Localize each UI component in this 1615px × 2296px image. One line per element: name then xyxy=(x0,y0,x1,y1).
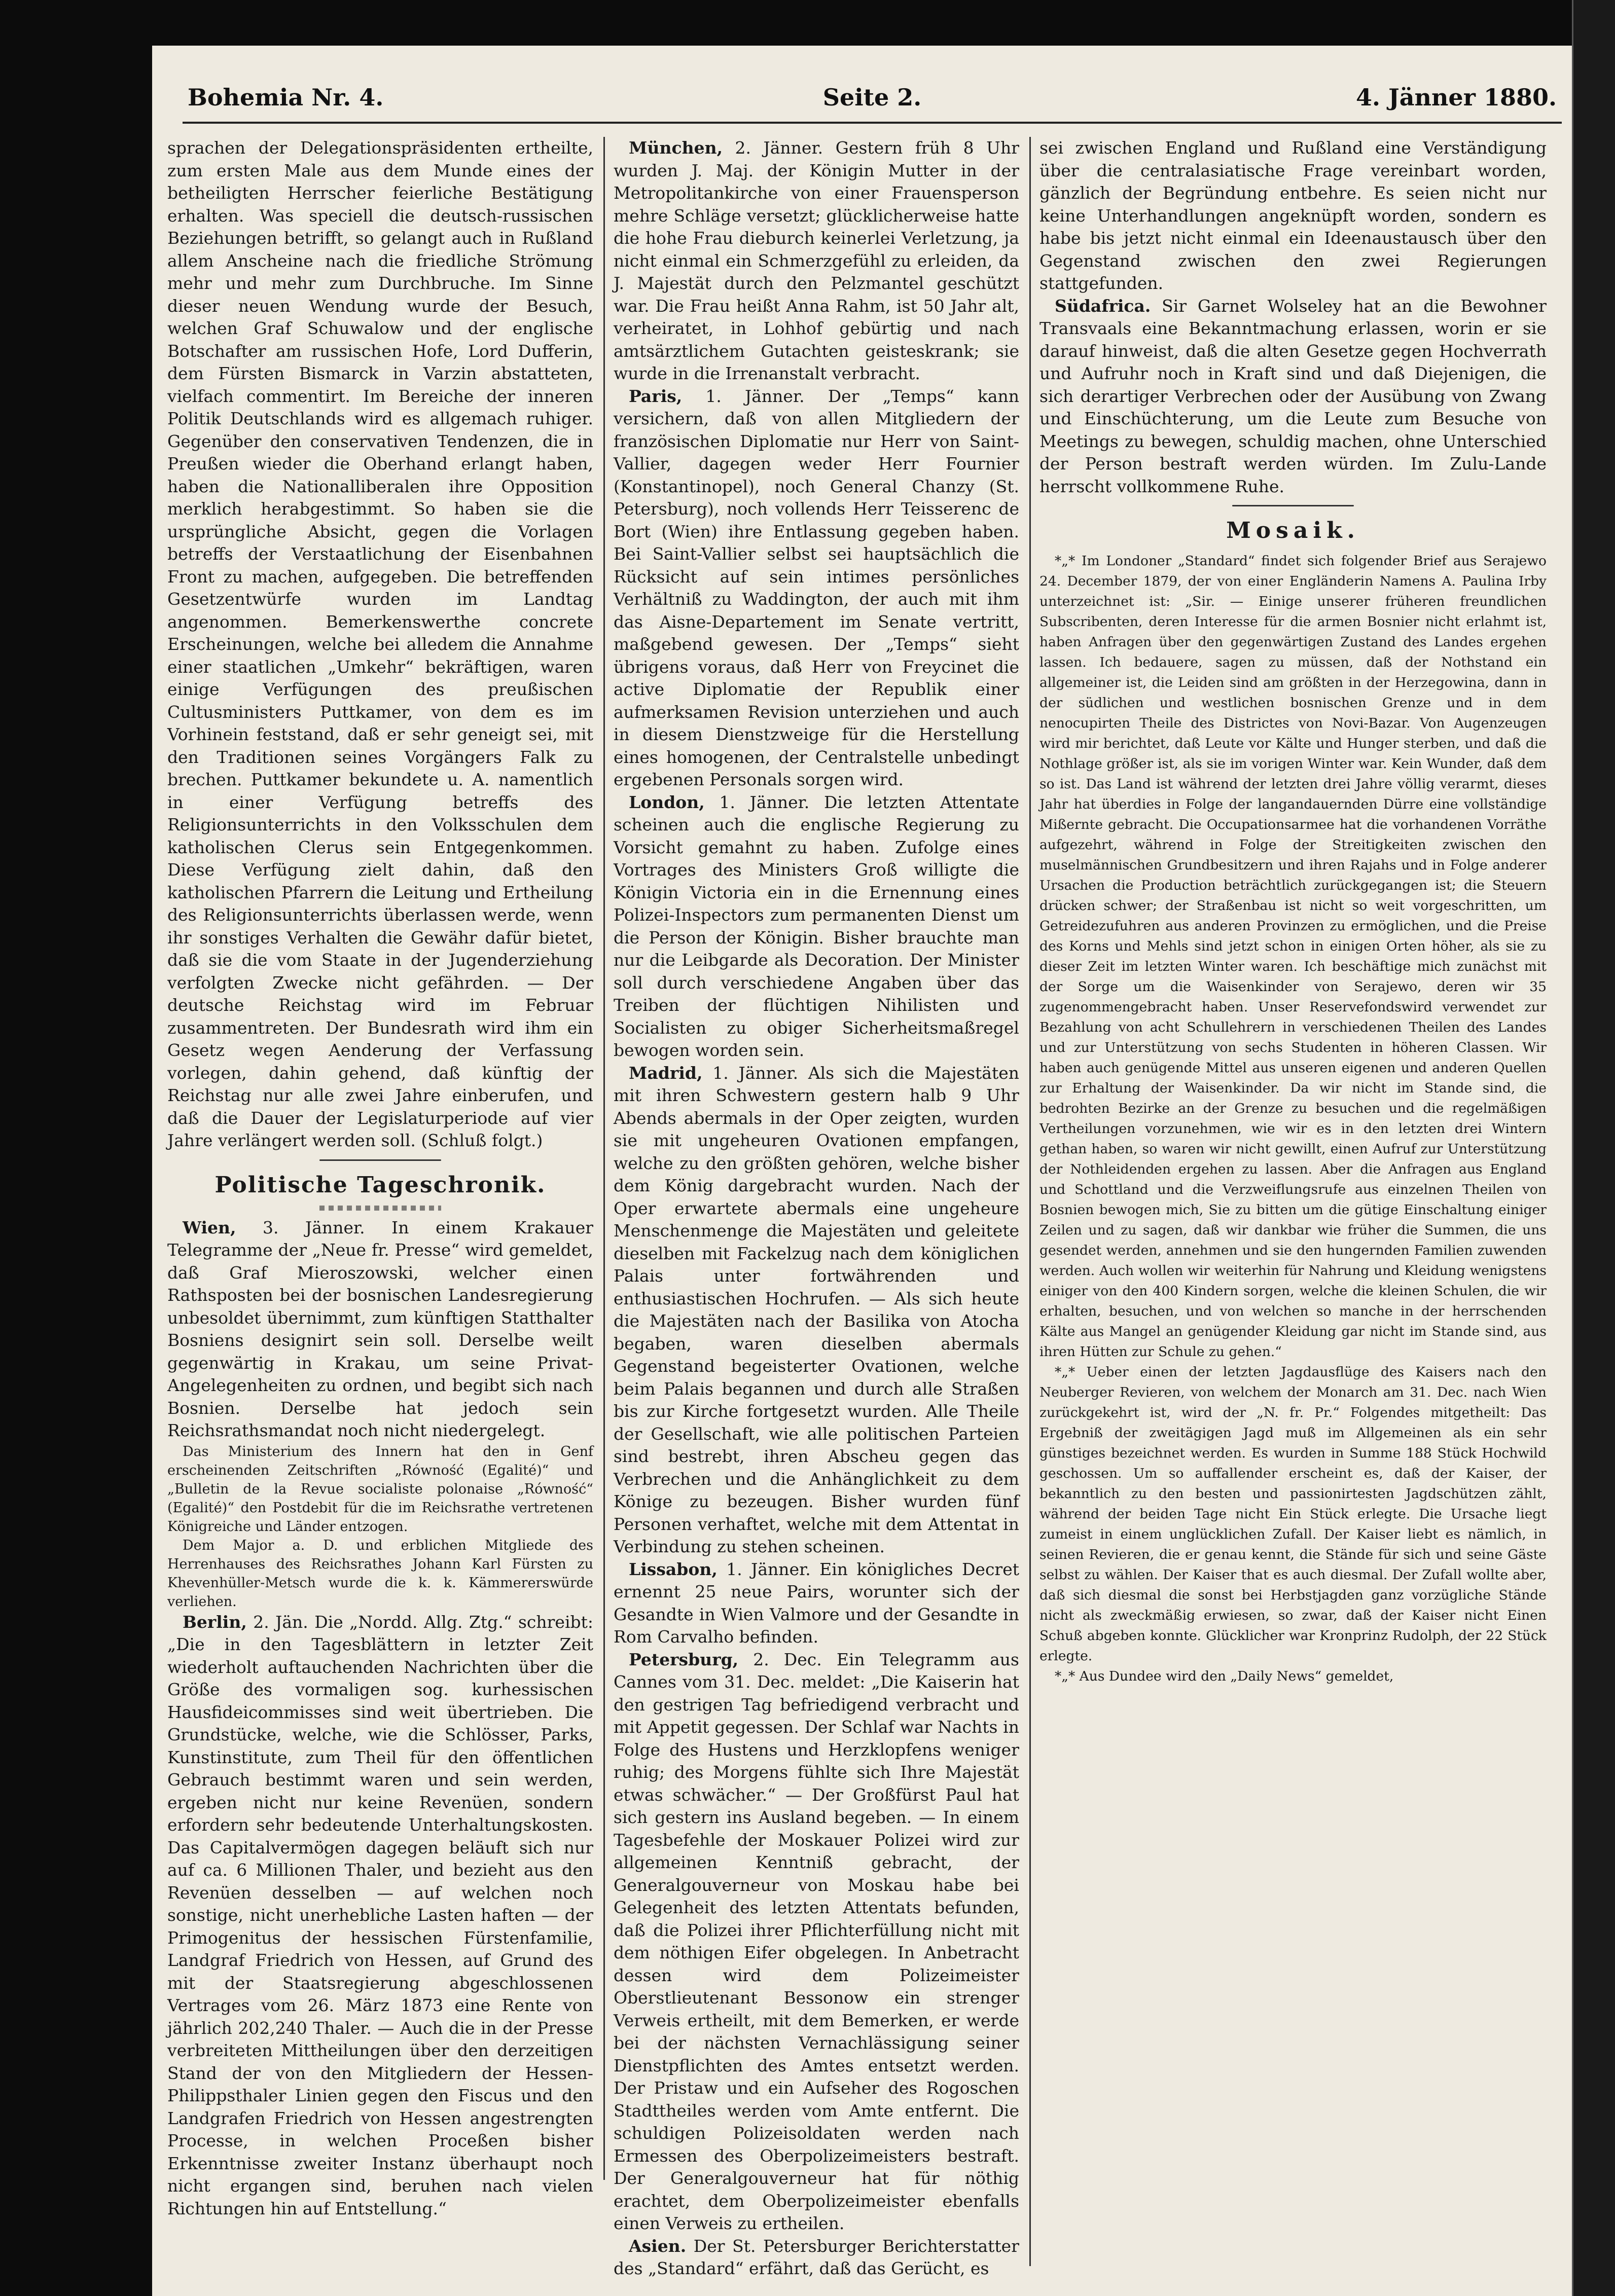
news-note: Das Ministerium des Innern hat den in Genf erscheinenden Zeitschriften „Równość (Egalité)“ und „Bulletin de la Revue socialiste polonaise „Równość“ (Egalité)“ den Postdebit für die im Reichsrathe vertretenen Königreiche und Länder entzogen. xyxy=(167,1443,593,1535)
header-rule xyxy=(183,122,1562,124)
dateline: Lissabon, xyxy=(629,1559,717,1579)
dateline: Asien. xyxy=(629,2236,687,2256)
dateline: Madrid, xyxy=(629,1063,703,1083)
mosaik-item: *„* Im Londoner „Standard“ findet sich folgender Brief aus Serajewo 24. December 1879, der von einer Engländerin Namens A. Paulina Irby unterzeichnet ist: „Sir. — Einige unserer früheren freundlichen Subscribenten, deren Interesse für die armen Bosnier nicht erlahmt ist, haben Anfragen über den gegenwärtigen Zustand des Landes ergehen lassen. Ich bedauere, sagen zu müssen, daß der Nothstand ein allgemeiner ist, die Leiden sind am größten in der Herzegowina, dann in der südlichen und westlichen bosnischen Grenze und in dem nenocupirten Theile des Districtes von Novi-Bazar. Von Augenzeugen wird mir berichtet, daß Leute vor Kälte und Hunger sterben, und daß die Nothlage größer ist, als sie im vorigen Winter war. Kein Wunder, daß dem so ist. Das Land ist während der letzten drei Jahre völlig verarmt, dieses Jahr hat überdies in Folge der langandauernden Dürre eine vollständige Mißernte gebracht. Die Occupationsarmee hat die vorhandenen Vorräthe aufgezehrt, während in Folge der Streitigkeiten zwischen den muselmännischen Grundbesitzern und ihren Rajahs und in Folge anderer Ursachen die Production beträchtlich zurückgegangen ist; die Steuern drücken schwer; der Straßenbau ist nicht so weit vorgeschritten, um Getreidezufuhren aus anderen Provinzen zu ermöglichen, und die Preise des Korns und Mehls sind jetzt schon in einigen Orten höher, als sie zu dieser Zeit im letzten Winter waren. Ich beschäftige mich zunächst mit der Sorge um die Waisenkinder von Serajewo, deren wir 35 zugenommengebracht haben. Unser Reservefondswird verwendet zur Bezahlung von acht Schullehrern in verschiedenen Theilen des Landes und zur Unterstützung von sechs Studenten in höheren Classen. Wir haben auch genügende Mittel aus unseren eigenen und anderen Quellen zur Erhaltung der Waisenkinder. Da wir nicht im Stande sind, die bedrohten Bezirke an der Grenze zu besuchen und die regelmäßigen Vertheilungen vorzunehmen, wie wir es in den letzten drei Wintern gethan haben, so waren wir nicht gewillt, einen Aufruf zur Unterstützung der Nothleidenden ergehen zu lassen. Aber die Anfragen aus England und Schottland und die Verzweiflungsrufe aus einzelnen Theilen von Bosnien bewogen mich, Sie zu bitten um die gütige Einschaltung einiger Zeilen und zu sagen, daß wir dankbar wie früher die Summen, die uns gesendet werden, annehmen und sie den hungernden Familien zuwenden werden. Auch wollen wir weiterhin für Nahrung und Kleidung wenigstens einiger von den 400 Kindern sorgen, welche die kleinen Schulen, die wir erhalten, besuchen, und von welchen so manche in der herrschenden Kälte aus Mangel an genügender Kleidung gar nicht im Stande sind, aus ihren Hütten zur Schule zu gehen.“ xyxy=(1039,553,1547,1360)
dateline: Paris, xyxy=(629,386,683,406)
section-heading: Mosaik. xyxy=(1226,518,1360,543)
issue-date: 4. Jänner 1880. xyxy=(1355,84,1557,111)
column-3 xyxy=(1039,137,1547,2266)
scan-edge xyxy=(1572,0,1615,2296)
mosaik-item: *„* Ueber einen der letzten Jagdausflüge des Kaisers nach den Neuberger Revieren, von welchem der Monarch am 31. Dec. nach Wien zurückgekehrt ist, wird der „N. fr. Pr.“ Folgendes mitgetheilt: Das Ergebniß der zweitägigen Jagd muß im Allgemeinen als ein sehr günstiges bezeichnet werden. Es wurden in Summe 188 Stück Hochwild geschossen. Um so auffallender erscheint es, daß der Kaiser, der bekanntlich zu den besten und passionirtesten Jagdschützen zählt, während der beiden Tage nicht Ein Stück erlegte. Die Ursache liegt zumeist in einem unglücklichen Zufall. Der Kaiser liebt es nämlich, in seinen Revieren, die er genau kennt, die Stände für sich und seine Gäste selbst zu wählen. Der Kaiser that es auch diesmal. Der Zufall wollte aber, daß sich diesmal die sonst bei Herbstjagden ganz vorzügliche Stände nicht als zweckmäßig erwiesen, so zwar, daß der Kaiser nicht Einen Schuß abgeben konnte. Glücklicher war Kronprinz Rudolph, der 22 Stück erlegte. xyxy=(1039,1364,1547,1664)
news-item-paris: Paris, 1. Jänner. Der „Temps“ kann versichern, daß von allen Mitgliedern der französischen Diplomatie nur Herr von Saint-Vallier, dagegen weder Herr Fournier (Konstantinopel), noch General Chanzy (St. Petersburg), noch vollends Herr Teisserenc de Bort (Wien) ihre Entlassung gegeben haben. Bei Saint-Vallier selbst sei hauptsächlich die Rücksicht auf sein intimes persönliches Verhältniß zu Waddington, der auch mit ihm das Aisne-Departement im Senate vertritt, maßgebend gewesen. Der „Temps“ sieht übrigens voraus, daß Herr von Freycinet die active Diplomatie der Republik einer aufmerksamen Revision unterziehen und auch in diesem Dienstzweige für die Herstellung eines homogenen, der Centralstelle unbedingt ergebenen Personals sorgen wird. xyxy=(614,386,1019,789)
section-divider xyxy=(1232,505,1354,506)
dateline: Berlin, xyxy=(183,1612,247,1632)
news-item-continuation: sei zwischen England und Rußland eine Verständigung über die centralasiatische Frage vereinbart worden, gänzlich der Begründung entbehre. Es seien nicht nur keine Unterhandlungen angeknüpft worden, sondern es habe bis jetzt nicht einmal ein Ideenaustausch über den Gegenstand zwischen den zwei Regierungen stattgefunden. xyxy=(1039,138,1547,293)
news-item-petersburg: Petersburg, 2. Dec. Ein Telegramm aus Cannes vom 31. Dec. meldet: „Die Kaiserin hat den gestrigen Tag befriedigend verbracht und mit Appetit gegessen. Der Schlaf war Nachts in Folge des Hustens und Herzklopfens weniger ruhig; des Morgens fühlte sich Ihre Majestät etwas schwächer.“ — Der Großfürst Paul hat sich gestern ins Ausland begeben. — In einem Tagesbefehle der Moskauer Polizei wird zur allgemeinen Kenntniß gebracht, der Generalgouverneur von Moskau habe bei Gelegenheit des letzten Attentats befunden, daß die Polizei ihrer Pflichterfüllung nicht mit dem nöthigen Eifer obgelegen. In Anbetracht dessen wird dem Polizeimeister Oberstlieutenant Bessonow ein strenger Verweis ertheilt, mit dem Bemerken, er werde bei der nächsten Vernachlässigung seiner Dienstpflichten des Amtes entsetzt werden. Der Pristaw und ein Aufseher des Rogoschen Stadttheiles werden vom Amte entfernt. Die schuldigen Polizeisoldaten werden nach Ermessen des Oberpolizeimeisters bestraft. Der Generalgouverneur hat für nöthig erachtet, dem Oberpolizeimeister ebenfalls einen Verweis zu ertheilen. xyxy=(614,1649,1019,2233)
news-item-berlin: Berlin, 2. Jän. Die „Nordd. Allg. Ztg.“ schreibt: „Die in den Tagesblättern in letzter Zeit wiederholt auftauchenden Nachrichten über die Größe des vormaligen sog. kurhessischen Hausfideicommisses sind weit übertrieben. Die Grundstücke, welche, wie die Schlösser, Parks, Kunstinstitute, zum Theil für den öffentlichen Gebrauch bestimmt waren und sein werden, ergeben nicht nur keine Revenüen, sondern erfordern sehr bedeutende Unterhaltungskosten. Das Capitalvermögen dagegen beläuft sich nur auf ca. 6 Millionen Thaler, und bezieht aus den Revenüen desselben — auf welchen noch sonstige, nicht unerhebliche Lasten haften — der Primogenitus der hessischen Fürstenfamilie, Landgraf Friedrich von Hessen, auf Grund des mit der Staatsregierung abgeschlossenen Vertrages vom 26. März 1873 eine Rente von jährlich 202,240 Thaler. — Auch die in der Presse verbreiteten Mittheilungen über den derzeitigen Stand der von den Mitgliedern der Hessen-Philippsthaler Linien gegen den Fiscus und den Landgrafen Friedrich von Hessen angestrengten Processe, in welchen Proceßen bisher Erkenntnisse zweiter Instanz überhaupt noch nicht ergangen sind, beruhen nach vielen Richtungen hin auf Entstellung.“ xyxy=(167,1612,593,2218)
page-header xyxy=(188,84,1557,124)
newspaper-title: Bohemia Nr. 4. xyxy=(188,84,384,111)
news-item-london: London, 1. Jänner. Die letzten Attentate scheinen auch die englische Regierung zu Vorsicht gemahnt zu haben. Zufolge eines Vortrages des Ministers Groß willigte die Königin Victoria ein in die Ernennung eines Polizei-Inspectors zum permanenten Dienst um die Person der Königin. Bisher brauchte man nur die Leibgarde als Decoration. Der Minister soll durch verschiedene Angaben über das Treiben der flüchtigen Nihilisten und Socialisten zu obiger Sicherheitsmaßregel bewogen worden sein. xyxy=(614,792,1019,1060)
page-number: Seite 2. xyxy=(822,84,922,111)
news-item-suedafrica: Südafrica. Sir Garnet Wolseley hat an die Bewohner Transvaals eine Bekanntmachung erlassen, worin er sie darauf hinweist, daß die alten Gesetze gegen Hochverrath und Aufruhr noch in Kraft sind und daß Diejenigen, die sich derartiger Verbrechen oder der Ausübung von Zwang und Einschüchterung, um die Leute zum Besuche von Meetings zu bewegen, schuldig machen, ohne Unterschied der Person bestraft werden würden. Im Zulu-Lande herrscht vollkommene Ruhe. xyxy=(1039,296,1547,496)
column-rule xyxy=(1029,137,1031,2266)
dateline: München, xyxy=(629,138,723,158)
news-item-madrid: Madrid, 1. Jänner. Als sich die Majestäten mit ihren Schwestern gestern halb 9 Uhr Abends abermals in der Oper zeigten, wurden sie mit ungeheuren Ovationen empfangen, welche zu den größten gehören, welche bisher dem König dargebracht wurden. Nach der Oper erwartete abermals eine ungeheure Menschenmenge die Majestäten und geleitete dieselben mit Fackelzug nach dem königlichen Palais unter fortwährenden und enthusiastischen Hochrufen. — Als sich heute die Majestäten nach der Basilika von Atocha begaben, waren dieselben abermals Gegenstand begeisterter Ovationen, welche beim Palais begannen und durch alle Straßen bis zur Kirche fortgesetzt wurden. Alle Theile der Gesellschaft, wie alle politischen Parteien sind bestrebt, ihren Abscheu gegen das Verbrechen und die Anhänglichkeit zu dem Könige zu bezeugen. Bisher wurden fünf Personen verhaftet, welche mit dem Attentat in Verbindung zu stehen scheinen. xyxy=(614,1063,1019,1556)
column-2 xyxy=(614,137,1019,2278)
section-divider xyxy=(319,1159,441,1161)
news-note: Dem Major a. D. und erblichen Mitgliede des Herrenhauses des Reichsrathes Johann Karl Fürsten zu Khevenhüller-Metsch wurde die k. k. Kämmererswürde verliehen. xyxy=(167,1537,593,1610)
column-rule xyxy=(603,137,605,2180)
heading-ornament xyxy=(319,1206,441,1211)
news-item-lissabon: Lissabon, 1. Jänner. Ein königliches Decret ernennt 25 neue Pairs, worunter sich der Gesandte in Wien Valmore und der Gesandte in Rom Carvalho befinden. xyxy=(614,1559,1019,1647)
news-item-asien: Asien. Der St. Petersburger Berichterstatter des „Standard“ erfährt, daß das Gerücht, es xyxy=(614,2236,1019,2278)
column-1 xyxy=(167,137,593,2218)
news-item-wien: Wien, 3. Jänner. In einem Krakauer Telegramme der „Neue fr. Presse“ wird gemeldet, daß Graf Mieroszowski, welcher einen Rathsposten bei der bosnischen Landesregierung unbesoldet übernimmt, zum künftigen Statthalter Bosniens designirt sein soll. Derselbe weilt gegenwärtig in Krakau, um seine Privat-Angelegenheiten zu ordnen, und begibt sich nach Bosnien. Derselbe hat jedoch sein Reichsrathsmandat noch nicht niedergelegt. xyxy=(167,1217,593,1440)
dateline: Petersburg, xyxy=(629,1649,739,1669)
section-heading: Politische Tageschronik. xyxy=(214,1172,546,1198)
dateline: Südafrica. xyxy=(1055,296,1151,316)
dateline: London, xyxy=(629,792,705,812)
dateline: Wien, xyxy=(183,1217,236,1237)
newspaper-page xyxy=(152,46,1572,2296)
mosaik-item: *„* Aus Dundee wird den „Daily News“ gemeldet, xyxy=(1055,1668,1394,1684)
news-item-muenchen: München, 2. Jänner. Gestern früh 8 Uhr wurden J. Maj. der Königin Mutter in der Metropolitankirche von einer Frauensperson mehre Schläge versetzt; glücklicherweise hatte die hohe Frau dieburch keinerlei Verletzung, ja nicht einmal ein Schmerzgefühl zu erleiden, da J. Majestät durch den Pelzmantel geschützt war. Die Frau heißt Anna Rahm, ist 50 Jahr alt, verheiratet, in Lohhof gebürtig und nach amtsärztlichem Gutachten geisteskrank; sie wurde in die Irrenanstalt verbracht. xyxy=(614,138,1019,383)
article-continuation: sprachen der Delegationspräsidenten ertheilte, zum ersten Male aus dem Munde eines der betheiligten Herrscher feierliche Bestätigung erhalten. Was speciell die deutsch-russischen Beziehungen betrifft, so gelangt auch in Rußland allem Anscheine nach die friedliche Strömung mehr und mehr zum Durchbruche. Im Sinne dieser neuen Wendung wurde der Besuch, welchen Graf Schuwalow und der englische Botschafter am russischen Hofe, Lord Dufferin, dem Fürsten Bismarck in Varzin abstatteten, vielfach commentirt. Im Bereiche der inneren Politik Deutschlands wird es allgemach ruhiger. Gegenüber den conservativen Tendenzen, die in Preußen wieder die Oberhand erlangt haben, haben die Nationalliberalen ihre Opposition merklich herabgestimmt. So haben sie die ursprüngliche Absicht, gegen die Vorlagen betreffs der Verstaatlichung der Eisenbahnen Front zu machen, aufgegeben. Die betreffenden Gesetzentwürfe wurden im Landtag angenommen. Bemerkenswerthe concrete Erscheinungen, welche bei alledem die Annahme einer staatlichen „Umkehr“ bekräftigen, waren einige Verfügungen des preußischen Cultusministers Puttkamer, von dem es im Vorhinein feststand, daß er sehr geneigt sei, mit den Traditionen seines Vorgängers Falk zu brechen. Puttkamer bekundete u. A. namentlich in einer Verfügung betreffs des Religionsunterrichts in den Volksschulen dem katholischen Clerus sein Entgegenkommen. Diese Verfügung zielt dahin, daß den katholischen Pfarrern die Leitung und Ertheilung des Religionsunterrichts überlassen werde, wenn ihr sonstiges Verhalten die Gewähr dafür bietet, daß sie die vom Staate in der Jugenderziehung verfolgten Zwecke nicht gefährden. — Der deutsche Reichstag wird im Februar zusammentreten. Der Bundesrath wird ihm ein Gesetz wegen Aenderung der Verfassung vorlegen, dahin gehend, daß künftig der Reichstag nur alle zwei Jahre einberufen, und daß die Dauer der Legislaturperiode auf vier Jahre verlängert werden soll. (Schluß folgt.) xyxy=(167,138,593,1150)
